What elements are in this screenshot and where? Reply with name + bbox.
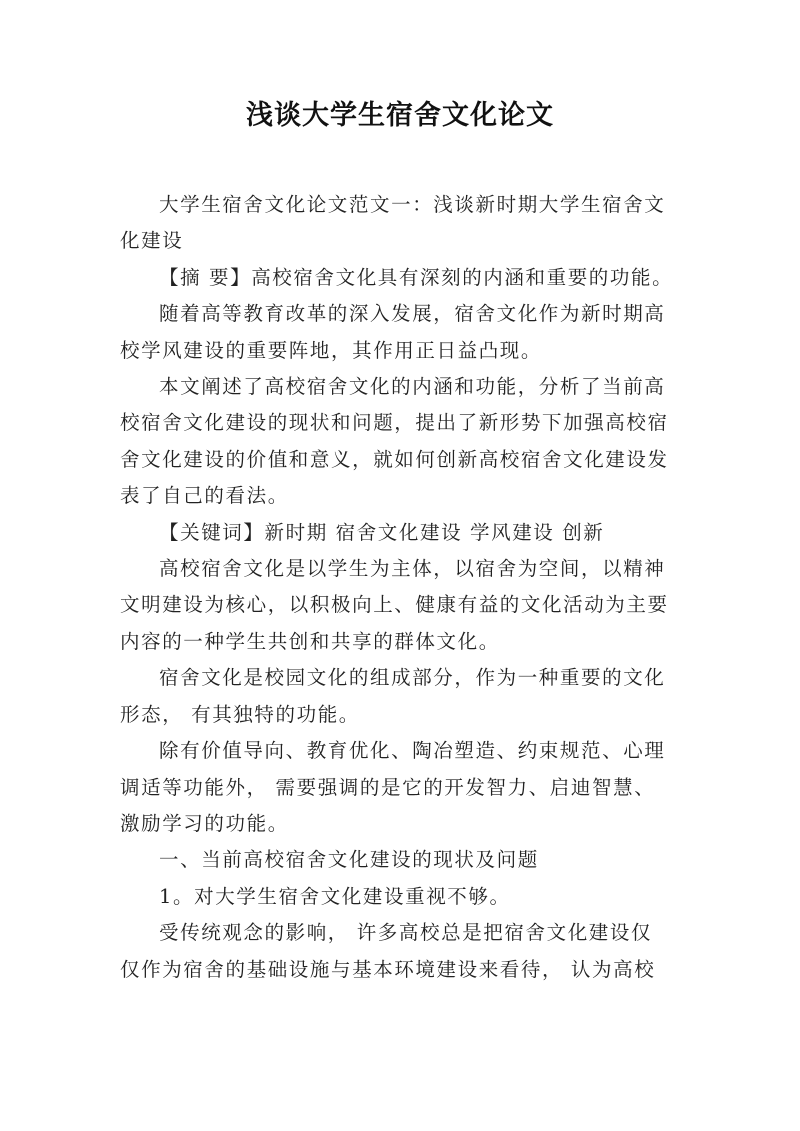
section-heading: [120, 842, 692, 878]
text-line: 一、当前高校宿舍文化建设的现状及问题: [159, 848, 539, 872]
text-line: 仅作为宿舍的基础设施与基本环境建设来看待， 认为高校: [120, 957, 656, 981]
paragraph: [120, 660, 692, 733]
paragraph: [120, 733, 692, 842]
text-line: 文明建设为核心，以积极向上、健康有益的文化活动为主要: [120, 593, 669, 617]
text-line: 【关键词】新时期 宿舍文化建设 学风建设 创新: [159, 520, 605, 544]
text-line: 受传统观念的影响， 许多高校总是把宿舍文化建设仅: [159, 921, 653, 945]
text-line: 高校宿舍文化是以学生为主体，以宿舍为空间，以精神: [159, 557, 666, 581]
paragraph: [120, 296, 692, 369]
text-line: 本文阐述了高校宿舍文化的内涵和功能，分析了当前高: [159, 375, 666, 399]
text-line: 校学风建设的重要阵地，其作用正日益凸现。: [120, 338, 543, 362]
text-line: 除有价值导向、教育优化、陶冶塑造、约束规范、心理: [159, 739, 666, 763]
text-line: 随着高等教育改革的深入发展，宿舍文化作为新时期高: [159, 302, 666, 326]
document-body: [120, 187, 692, 988]
paragraph: [120, 551, 692, 660]
text-line: 表了自己的看法。: [120, 484, 289, 508]
paragraph-keywords: [120, 515, 692, 551]
subsection-heading: [120, 879, 692, 915]
text-line: 舍文化建设的价值和意义，就如何创新高校宿舍文化建设发: [120, 447, 669, 471]
text-line: 校宿舍文化建设的现状和问题，提出了新形势下加强高校宿: [120, 411, 669, 435]
text-line: 大学生宿舍文化论文范文一：浅谈新时期大学生宿舍文: [159, 193, 666, 216]
text-line: 形态， 有其独特的功能。: [120, 702, 360, 726]
text-line: 宿舍文化是校园文化的组成部分，作为一种重要的文化: [159, 666, 666, 690]
text-line: 内容的一种学生共创和共享的群体文化。: [120, 629, 500, 653]
paragraph-abstract: [120, 260, 692, 296]
text-line: 调适等功能外， 需要强调的是它的开发智力、启迪智慧、: [120, 775, 656, 799]
paragraph-intro-title: [120, 187, 692, 260]
document-title: 浅谈大学生宿舍文化论文: [246, 100, 554, 131]
text-line: 化建设: [120, 229, 184, 253]
text-line: 【摘 要】高校宿舍文化具有深刻的内涵和重要的功能。: [159, 265, 674, 289]
text-line: 1。对大学生宿舍文化建设重视不够。: [159, 884, 511, 908]
paragraph: [120, 369, 692, 515]
paragraph: [120, 915, 692, 988]
text-line: 激励学习的功能。: [120, 811, 289, 835]
